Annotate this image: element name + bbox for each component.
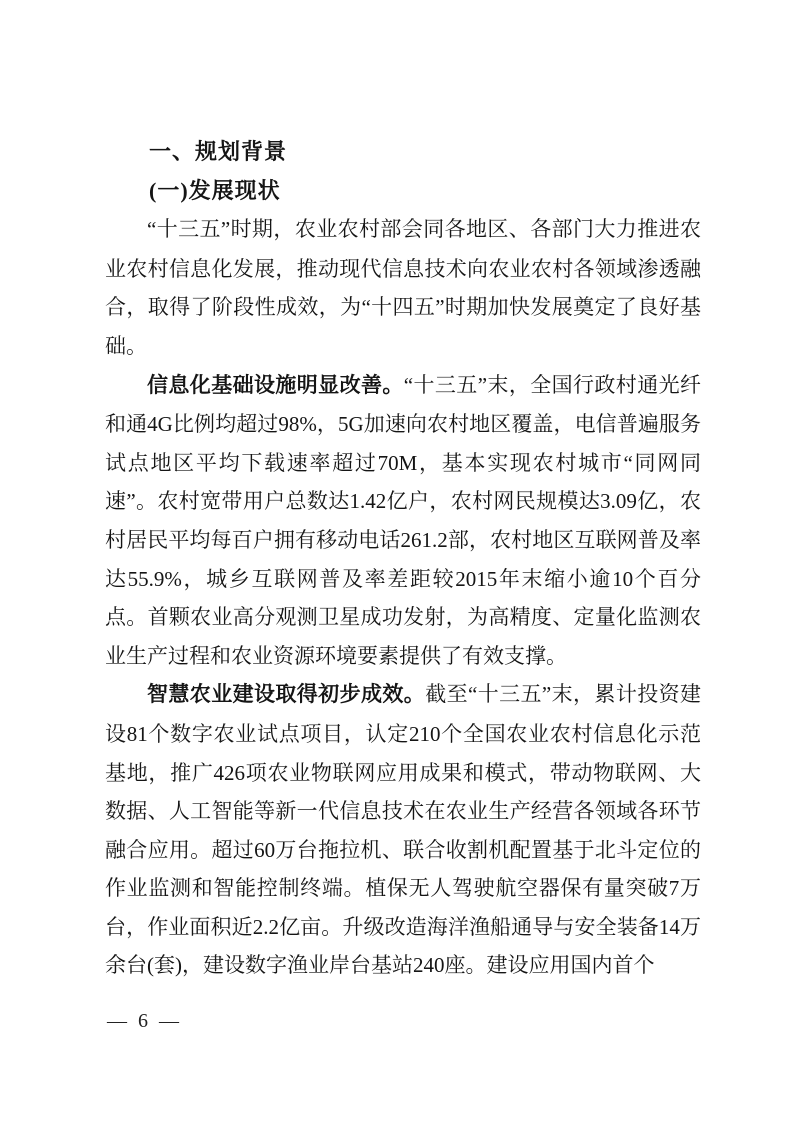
paragraph-text: 截至“十三五”末，累计投资建设81个数字农业试点项目，认定210个全国农业农村信息化示范基地，推广426项农业物联网应用成果和模式，带动物联网、大数据、人工智能等新一代信息技术在农业生产经营各领域各环节融合应用。超过60万台拖拉机、联合收割机配置基于北斗定位的作业监测和智能控制终端。植保无人驾驶航空器保有量突破7万台，作业面积近2.2亿亩。升级改造海洋渔船通导与安全装备14万余台(套)，建设数字渔业岸台基站240座。建设应用国内首个: [105, 682, 702, 978]
paragraph-lead: 信息化基础设施明显改善。: [147, 373, 404, 397]
paragraph-lead: 智慧农业建设取得初步成效。: [147, 683, 426, 707]
document-body: [105, 133, 701, 985]
paragraph-text: “十三五”时期，农业农村部会同各地区、各部门大力推进农业农村信息化发展，推动现代信息技术向农业农村各领域渗透融合，取得了阶段性成效，为“十四五”时期加快发展奠定了良好基础。: [105, 217, 701, 358]
subsection-heading: (一)发展现状: [149, 177, 281, 203]
paragraph-text: “十三五”末，全国行政村通光纤和通4G比例均超过98%，5G加速向农村地区覆盖，电信普遍服务试点地区平均下载速率超过70M，基本实现农村城市“同网同速”。农村宽带用户总数达1.42亿户，农村网民规模达3.09亿，农村居民平均每百户拥有移动电话261.2部，农村地区互联网普及率达55.9%，城乡互联网普及率差距较2015年末缩小逾10个百分点。首颗农业高分观测卫星成功发射，为高精度、定量化监测农业生产过程和农业资源环境要素提供了有效支撑。: [105, 372, 701, 668]
paragraph: [105, 675, 701, 985]
paragraph: [105, 210, 701, 365]
page-number: — 6 —: [107, 1010, 182, 1032]
paragraph: [105, 366, 701, 676]
section-heading: 一、规划背景: [149, 139, 288, 164]
